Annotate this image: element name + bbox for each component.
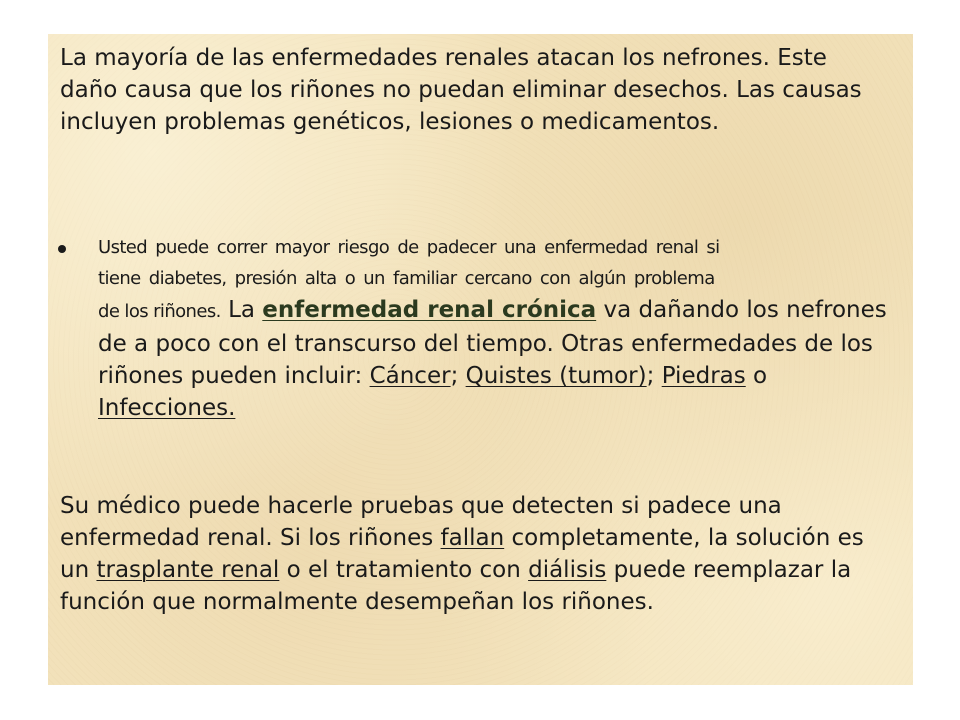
- link-infecciones[interactable]: Infecciones.: [98, 395, 236, 421]
- intro-paragraph: La mayoría de las enfermedades renales atacan los nefrones. Este daño causa que los riñones no puedan eliminar desechos. Las causas incluyen problemas genéticos, lesiones o medicamentos.: [60, 45, 862, 135]
- link-fallan[interactable]: fallan: [440, 525, 505, 551]
- link-cancer[interactable]: Cáncer: [369, 363, 451, 389]
- separator-2: ;: [646, 363, 655, 389]
- closing-text-1: Su médico puede hacerle pruebas que detecten si padece una enfermedad renal. Si los riñones: [60, 493, 782, 551]
- link-piedras[interactable]: Piedras: [661, 363, 746, 389]
- bullet-icon: [58, 245, 66, 253]
- separator-3: o: [753, 363, 768, 389]
- closing-text-2: completamente, la solución es un: [60, 525, 864, 583]
- link-quistes[interactable]: Quistes (tumor): [465, 363, 647, 389]
- bullet-text-2: va dañando los nefrones de a poco con el transcurso del tiempo. Otras enfermedades de los riñones pueden incluir:: [98, 297, 887, 389]
- bullet-script-line-2: tiene diabetes, presión alta o un familiar cercano con algún problema: [98, 268, 715, 289]
- link-dialisis[interactable]: diálisis: [528, 557, 607, 583]
- slide-panel: [48, 34, 913, 685]
- bullet-script-line-3: de los riñones.: [98, 301, 221, 322]
- separator-1: ;: [450, 363, 459, 389]
- bullet-item: [98, 232, 898, 424]
- link-trasplante-renal[interactable]: trasplante renal: [96, 557, 280, 583]
- link-enfermedad-renal-cronica[interactable]: enfermedad renal crónica: [262, 297, 597, 323]
- bullet-text-1: La: [228, 297, 255, 323]
- bullet-script-line-1: Usted puede correr mayor riesgo de padecer una enfermedad renal si: [98, 237, 720, 258]
- closing-text-4: puede reemplazar la función que normalmente desempeñan los riñones.: [60, 557, 852, 615]
- closing-text-3: o el tratamiento con: [286, 557, 521, 583]
- closing-paragraph: [60, 490, 890, 618]
